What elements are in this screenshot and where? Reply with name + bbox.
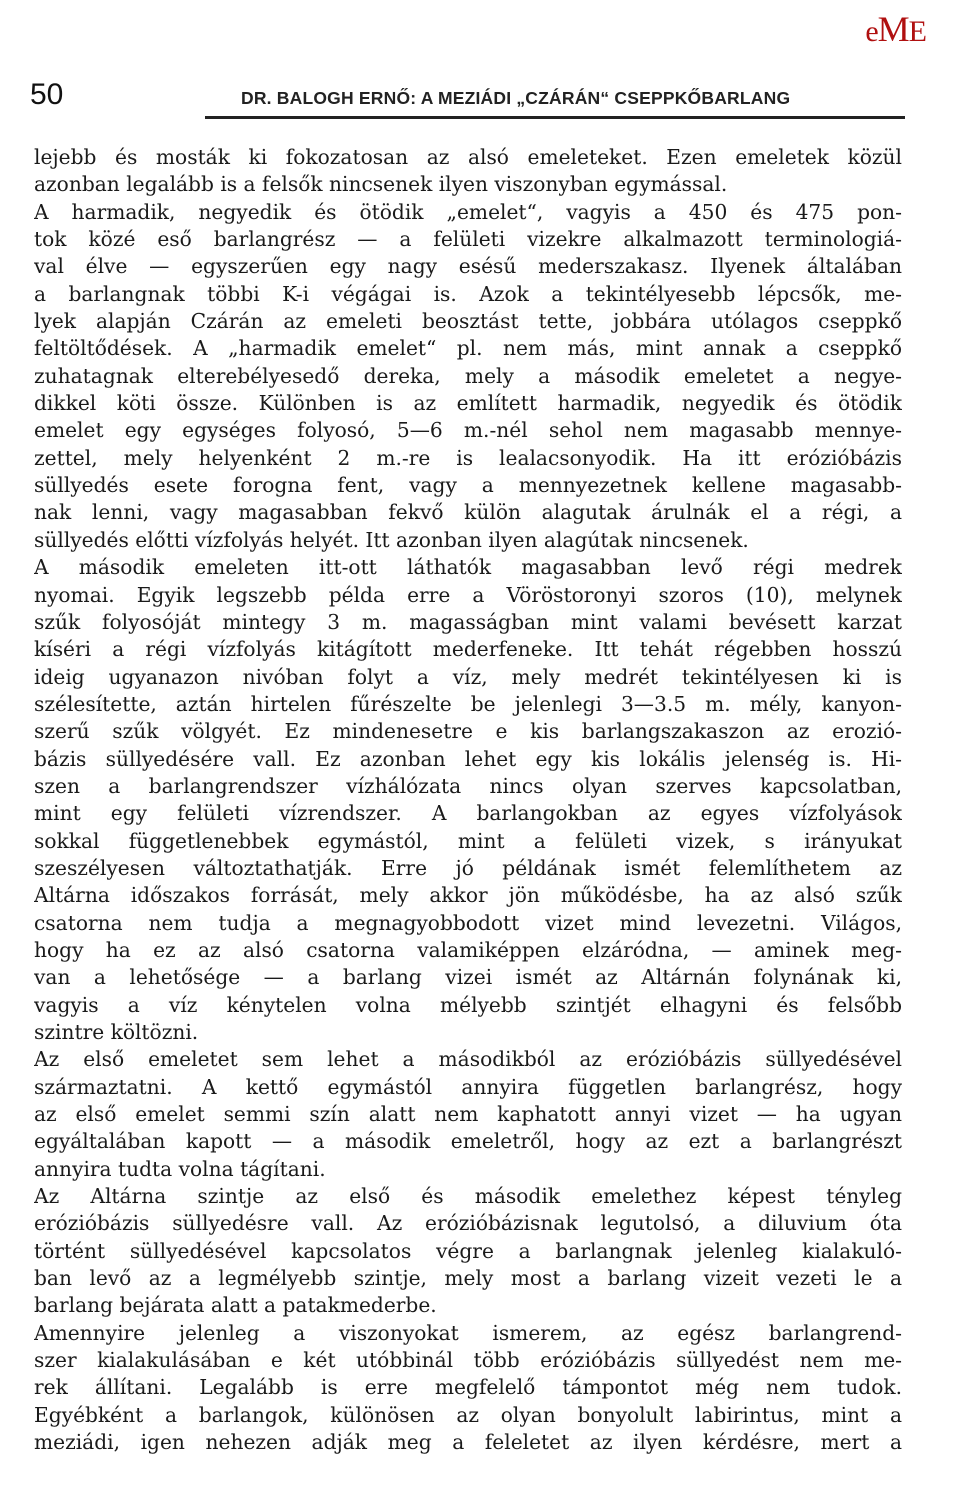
text-line: szeszélyesen változtathatják. Erre jó példának ismét felemlíthetem az (34, 855, 902, 880)
text-line: Egyébként a barlangok, különösen az olyan bonyolult labirintus, mint a (34, 1402, 902, 1427)
body-text (34, 144, 902, 1457)
text-line: szerű szűk völgyét. Ez mindenesetre e kis barlangszakaszon az erozió- (34, 719, 902, 744)
text-line: annyira tudta volna tágítani. (34, 1156, 326, 1181)
text-line: lejebb és mosták ki fokozatosan az alsó emeleteket. Ezen emeletek közül (34, 145, 902, 169)
text-line: bázis süllyedésére vall. Ez azonban lehet egy kis lokális jelenség is. Hi- (34, 746, 902, 771)
text-line: rek állítani. Legalább is erre megfelelő támpontot még nem tudok. (34, 1375, 902, 1400)
text-line: származtatni. A kettő egymástól annyira független barlangrész, hogy (34, 1074, 902, 1099)
text-line: zettel, mely helyenként 2 m.-re is lealacsonyodik. Ha itt erózióbázis (34, 445, 902, 470)
text-line: az első emelet semmi szín alatt nem kaphatott annyi vizet — ha ugyan (34, 1102, 902, 1127)
text-line: val élve — egyszerűen egy nagy esésű mederszakasz. Ilyenek általában (34, 254, 902, 279)
text-line: szintre költözni. (34, 1020, 199, 1044)
text-line: zuhatagnak elterebélyesedő dereka, mely a második emeletet a negye- (34, 363, 902, 388)
text-line: sokkal függetlenebbek egymástól, mint a felületi vizek, s irányukat (34, 828, 902, 853)
text-line: szélesítette, aztán hirtelen fűrészelte be jelenlegi 3—3.5 m. mély, kanyon- (34, 691, 902, 716)
text-line: feltöltődések. A „harmadik emelet“ pl. nem más, mint annak a cseppkő (34, 336, 902, 361)
text-line: Amennyire jelenleg a viszonyokat ismerem, az egész barlangrend- (34, 1320, 902, 1345)
text-line: nak lenni, vagy magasabban fekvő külön alagutak árulnák el a régi, a (34, 500, 902, 525)
text-line: történt süllyedésével kapcsolatos végre a barlangnak jelenleg kialakuló- (34, 1238, 902, 1263)
text-line: süllyedés esete forogna fent, vagy a mennyezetnek kellene magasabb- (34, 473, 902, 498)
text-line: emelet egy egységes folyosó, 5—6 m.-nél sehol nem magasabb mennye- (34, 418, 902, 443)
text-line: dikkel köti össze. Különben is az említett harmadik, negyedik és ötödik (34, 391, 902, 416)
page-header (30, 78, 904, 112)
text-line: egyáltalában kapott — a második emeletről, hogy az ezt a barlangrészt (34, 1129, 902, 1154)
text-line: azonban legalább is a felsők nincsenek ilyen viszonyban egymással. (34, 172, 728, 197)
text-line: ideig ugyanazon nivóban folyt a víz, mely medrét tekintélyesen ki is (34, 664, 902, 689)
text-line: mint egy felületi vízrendszer. A barlangokban az egyes vízfolyások (34, 801, 902, 826)
text-line: ban levő az a legmélyebb szintje, mely most a barlang vizeit vezeti le a (34, 1266, 902, 1291)
text-line: kíséri a régi vízfolyás kitágított mederfeneke. Itt tehát régebben hosszú (34, 637, 902, 662)
text-line: vagyis a víz kénytelen volna mélyebb szintjét elhagyni és felsőbb (34, 992, 902, 1017)
text-line: csatorna nem tudja a megnagyobbodott vizet mind levezetni. Világos, (34, 910, 902, 935)
text-line: hogy ha ez az alsó csatorna valamiképpen elzáródna, — aminek meg- (34, 937, 902, 962)
running-head: DR. BALOGH ERNŐ: A MEZIÁDI „CZÁRÁN“ CSEPPKŐBARLANG (241, 88, 791, 108)
text-line: A harmadik, negyedik és ötödik „emelet“, vagyis a 450 és 475 pon- (34, 199, 902, 224)
text-line: szer kialakulásában e két utóbbinál több erózióbázis süllyedést nem me- (34, 1348, 902, 1373)
text-line: a barlangnak többi K-i végágai is. Azok a tekintélyesebb lépcsők, me- (34, 281, 902, 306)
text-line: szűk folyosóját mintegy 3 m. magasságban mint valami bevésett karzat (34, 609, 902, 634)
text-line: meziádi, igen nehezen adják meg a feleletet az ilyen kérdésre, mert a (34, 1430, 902, 1455)
text-line: Altárna időszakos forrását, mely akkor jön működésbe, ha az alsó szűk (34, 883, 902, 908)
text-line: Az Altárna szintje az első és második emelethez képest tényleg (34, 1184, 902, 1209)
text-line: van a lehetősége — a barlang vizei ismét az Altárnán folynának ki, (34, 965, 902, 990)
text-line: szen a barlangrendszer vízhálózata nincs olyan szerves kapcsolatban, (34, 773, 902, 798)
text-line: barlang bejárata alatt a patakmederbe. (34, 1293, 437, 1318)
publisher-logo: eME (865, 9, 926, 49)
header-rule (205, 116, 905, 119)
text-line: erózióbázis süllyedésre vall. Az erózióbázisnak legutolsó, a diluvium óta (34, 1211, 902, 1236)
page-number: 50 (30, 78, 64, 111)
text-line: tok közé eső barlangrész — a felületi vizekre alkalmazott terminologiá- (34, 227, 902, 252)
text-line: nyomai. Egyik legszebb példa erre a Vöröstoronyi szoros (10), melynek (34, 582, 902, 607)
text-line: Az első emeletet sem lehet a másodikból az erózióbázis süllyedésével (34, 1047, 902, 1072)
text-line: A második emeleten itt-ott láthatók magasabban levő régi medrek (34, 555, 902, 580)
text-line: süllyedés előtti vízfolyás helyét. Itt azonban ilyen alagútak nincsenek. (34, 527, 749, 552)
text-line: lyek alapján Czárán az emeleti beosztást tette, jobbára utólagos cseppkő (34, 309, 902, 334)
